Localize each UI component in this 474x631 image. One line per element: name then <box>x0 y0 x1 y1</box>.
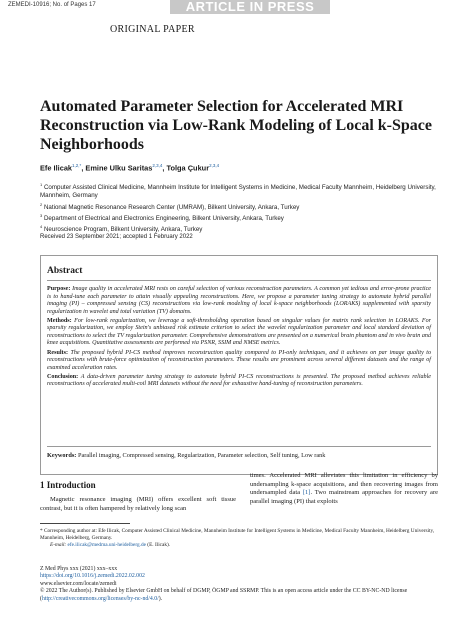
affiliation: $^4$ Neuroscience Program, Bilkent University, Ankara, Turkey <box>40 224 203 234</box>
section-label: ORIGINAL PAPER <box>110 24 195 35</box>
manuscript-id: ZEMEDI-10916; No. of Pages 17 <box>8 2 96 8</box>
journal-citation: Z Med Phys xxx (2021) xxx–xxx <box>40 566 118 572</box>
keywords <box>47 452 431 459</box>
corresponding-author-footnote: * Corresponding author at: Efe Ilicak, Computer Assisted Clinical Medicine, Mannheim Institute for Intelligent Systems in Medicine, Medical Faculty Mannheim, Heidelberg University, Mannheim, Heidelberg, Germany. E-mail: efe.ilicak@medma.uni-heidelberg.de (E. Ilicak). <box>40 528 435 549</box>
journal-info <box>40 566 438 603</box>
paper-title: Automated Parameter Selection for Accelerated MRI Reconstruction via Low-Rank Modeling of Local k-Space Neighborhoods <box>40 98 432 153</box>
citation-link[interactable]: [1] <box>302 489 311 497</box>
license-link[interactable]: http://creativecommons.org/licenses/by-nc-nd/4.0/ <box>41 595 159 602</box>
abstract-heading: Abstract <box>47 266 83 276</box>
abstract-methods: Methods: For low-rank regularization, we leverage a soft-thresholding operation based on singular values for matrix rank selection in LORAKS. For sparsity regularization, we employ Stein's unbiased risk estimate criterion to select the wavelet regularization parameter and local standard deviation of reconstructions to select the TV regularization parameter. Comprehensive demonstrations are presented on a numerical brain phantom and in vivo brain and knee acquisitions. Quantitative assessments are performed via PSNR, SSIM and NMSE metrics. <box>47 317 431 347</box>
author-list: Efe Ilicak$^{1,2,*}$, Emine Ulku Saritas$^{2,3,4}$, Tolga Çukur$^{2,3,4}$ <box>40 163 220 173</box>
author-name: Efe Ilicak <box>40 163 73 173</box>
article-in-press-banner: ARTICLE IN PRESS <box>170 0 330 14</box>
doi-link[interactable]: https://doi.org/10.1016/j.zemedi.2022.02.002 <box>40 573 145 580</box>
body-column-left <box>40 496 236 513</box>
introduction-heading: 1 Introduction <box>40 480 96 490</box>
author-affil-ref[interactable]: 2,3,4 <box>209 163 220 168</box>
top-bar <box>0 0 474 14</box>
abstract-purpose: Purpose: Image quality in accelerated MRI rests on careful selection of various reconstruction parameters. A common yet tedious and error-prone practice is to hand-tune each parameter to attain visually appealing reconstructions. Here, we propose a parameter tuning strategy to automate hybrid parallel imaging (PI) – compressed sensing (CS) reconstructions via low-rank modeling of local k-space neighborhoods (LORAKS) supplemented with sparsity regularization in wavelet and total variation (TV) domains. <box>47 286 431 315</box>
abstract-box <box>40 255 438 475</box>
affiliation-list <box>40 181 440 235</box>
license-text: © 2022 The Author(s). Published by Elsevier GmbH on behalf of DGMP, ÖGMP and SSRMP. This is an open access article under the CC BY-NC-ND license (http://creativecommons.org/licenses/by-nc-nd/4.0/). <box>40 588 408 602</box>
received-dates: Received 23 September 2021; accepted 1 February 2022 <box>40 234 193 240</box>
keywords-divider <box>47 446 431 447</box>
footnote-divider <box>40 523 130 524</box>
author-name: Tolga Çukur <box>166 163 210 173</box>
email-link[interactable]: efe.ilicak@medma.uni-heidelberg.de <box>67 542 146 549</box>
author-name: Emine Ulku Saritas <box>85 163 153 173</box>
keywords-list: Parallel imaging, Compressed sensing, Regularization, Parameter selection, Self tuning, Low rank <box>76 452 326 459</box>
body-column-right <box>250 472 438 506</box>
abstract-conclusion: Conclusion: A data-driven parameter tuning strategy to automate hybrid PI-CS reconstructions is presented. The proposed method achieves reliable reconstructions of accelerated multi-coil MRI datasets without the need for exhaustive hand-tuning of reconstruction parameters. <box>47 373 431 388</box>
author-affil-ref[interactable]: 1,2,* <box>72 163 82 168</box>
affiliation: $^1$ Computer Assisted Clinical Medicine, Mannheim Institute for Intelligent Systems in Medicine, Medical Faculty Mannheim, Heidelberg University, Mannheim, Germany <box>40 182 436 200</box>
affiliation: $^2$ National Magnetic Resonance Research Center (UMRAM), Bilkent University, Ankara, Turkey <box>40 201 300 211</box>
journal-site[interactable]: www.elsevier.com/locate/zemedi <box>40 580 117 587</box>
intro-paragraph: Magnetic resonance imaging (MRI) offers excellent soft tissue contrast, but it is often hampered by relatively long scan <box>40 496 236 512</box>
abstract-body <box>47 286 431 390</box>
affiliation: $^3$ Department of Electrical and Electronics Engineering, Bilkent University, Ankara, Turkey <box>40 213 284 223</box>
intro-paragraph-continued: times. Accelerated MRI alleviates this limitation in efficiency by undersampling k-space acquisitions, and then recovering images from undersampled data [1]. Two mainstream approaches for recovery are parallel imaging (PI) that exploits <box>250 472 438 505</box>
keywords-label: Keywords: <box>47 452 77 459</box>
author-affil-ref[interactable]: 2,3,4 <box>152 163 163 168</box>
abstract-results: Results: The proposed hybrid PI-CS method improves reconstruction quality compared to PI-only techniques, and it achieves on par image quality to reconstructions with brute-force optimization of reconstruction parameters. These results are prominent across several different datasets and the range of examined acceleration rates. <box>47 349 431 371</box>
abstract-divider <box>47 280 431 281</box>
